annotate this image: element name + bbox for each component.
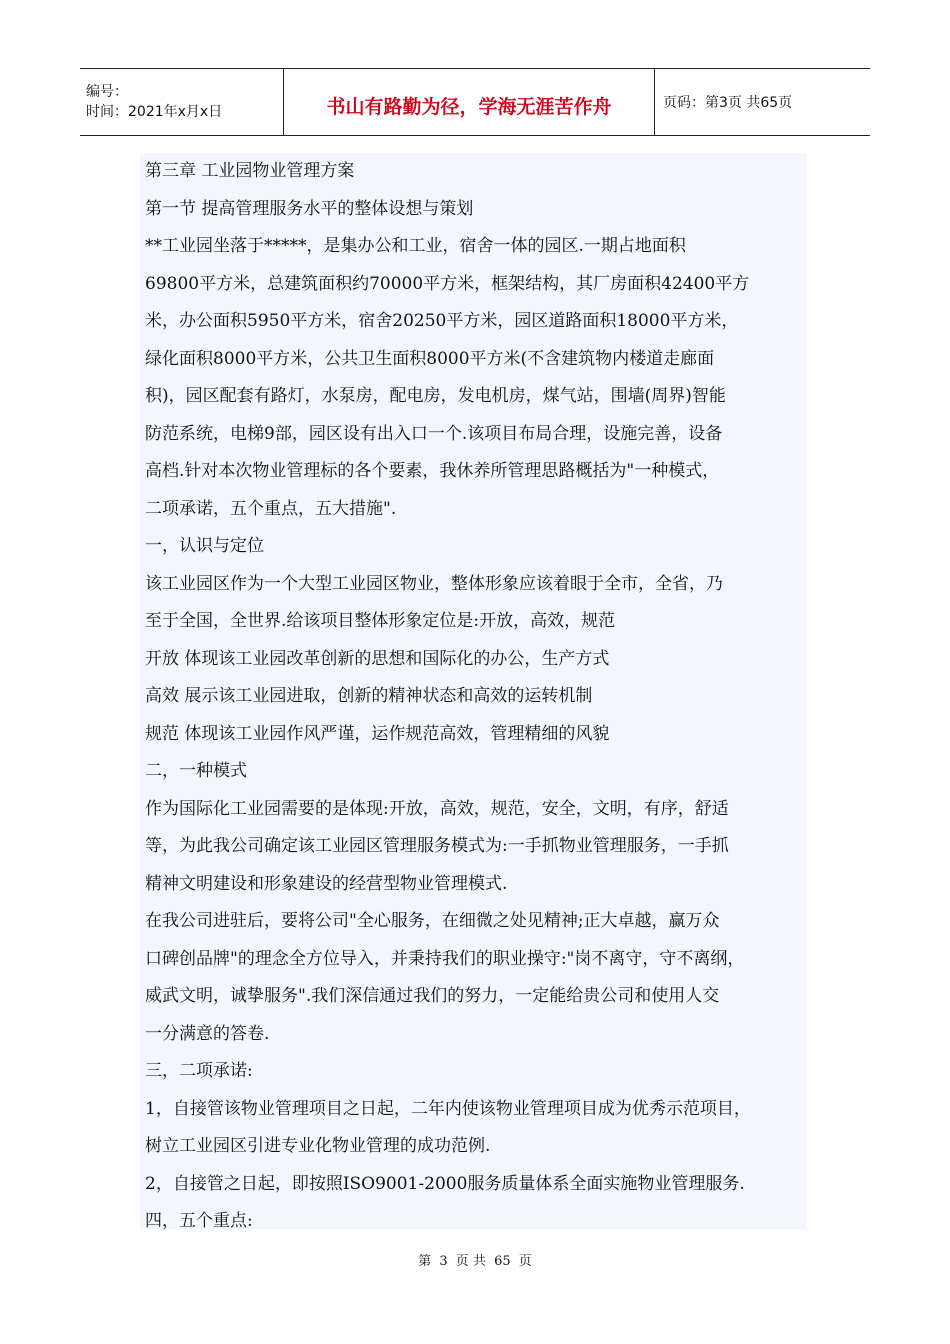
footer-prefix: 第 (418, 1254, 432, 1269)
header-meta (80, 69, 283, 135)
body-line: 开放 体现该工业园改革创新的思想和国际化的办公，生产方式 (145, 648, 610, 669)
subheading: 四，五个重点: (145, 1211, 253, 1231)
page-label: 页码：第3页 共65页 (663, 95, 793, 111)
body-line: 等，为此我公司确定该工业园区管理服务模式为:一手抓物业管理服务，一手抓 (145, 836, 729, 856)
subheading: 二，一种模式 (145, 761, 247, 781)
body-line: 高档.针对本次物业管理标的各个要素，我休养所管理思路概括为"一种模式， (145, 461, 720, 481)
subheading: 三，二项承诺: (145, 1061, 253, 1081)
body-line: 作为国际化工业园需要的是体现:开放，高效，规范，安全，文明，有序，舒适 (145, 798, 729, 819)
body-line: 2，自接管之日起，即按照ISO9001-2000服务质量体系全面实施物业管理服务. (145, 1173, 745, 1194)
page-footer (0, 1250, 950, 1269)
footer-mid: 页 共 (455, 1254, 486, 1269)
body-line: 精神文明建设和形象建设的经营型物业管理模式. (145, 873, 508, 894)
section-title: 第一节 提高管理服务水平的整体设想与策划 (145, 198, 474, 219)
body-line: 至于全国，全世界.给该项目整体形象定位是:开放，高效，规范 (145, 611, 616, 631)
subheading: 一，认识与定位 (145, 536, 264, 556)
header-page-cell (655, 69, 870, 135)
body-line: 二项承诺，五个重点，五大措施". (145, 498, 397, 519)
footer-total-pages: 65 (494, 1254, 511, 1269)
body-line: 在我公司进驻后，要将公司"全心服务，在细微之处见精神;正大卓越，赢万众 (145, 911, 720, 931)
body-line: 积)，园区配套有路灯，水泵房，配电房，发电机房，煤气站，围墙(周界)智能 (145, 386, 726, 406)
motto: 书山有路勤为径，学海无涯苦作舟 (326, 95, 612, 118)
footer-suffix: 页 (518, 1254, 532, 1269)
header-motto-cell (283, 69, 655, 135)
body-line: 1，自接管该物业管理项目之日起，二年内使该物业管理项目成为优秀示范项目， (145, 1098, 751, 1119)
body-line: 绿化面积8000平方米，公共卫生面积8000平方米(不含建筑物内楼道走廊面 (145, 348, 715, 369)
page-header (80, 68, 870, 136)
body-line: 威武文明，诚挚服务".我们深信通过我们的努力，一定能给贵公司和使用人交 (145, 986, 720, 1006)
body-line: 69800平方米，总建筑面积约70000平方米，框架结构，其厂房面积42400平方 (145, 273, 750, 294)
body-line: **工业园坐落于*****，是集办公和工业，宿舍一体的园区.一期占地面积 (145, 236, 686, 256)
body-line: 树立工业园区引进专业化物业管理的成功范例. (145, 1136, 491, 1156)
body-line: 高效 展示该工业园进取，创新的精神状态和高效的运转机制 (145, 686, 593, 706)
body-line: 该工业园区作为一个大型工业园区物业，整体形象应该着眼于全市，全省，乃 (145, 573, 723, 594)
body-line: 防范系统，电梯9部，园区设有出入口一个.该项目布局合理，设施完善，设备 (145, 423, 723, 444)
body-line: 规范 体现该工业园作风严谨，运作规范高效，管理精细的风貌 (145, 723, 610, 744)
chapter-title: 第三章 工业园物业管理方案 (145, 161, 355, 181)
body-line: 口碑创品牌"的理念全方位导入，并秉持我们的职业操守:"岗不离守，守不离纲， (145, 948, 745, 969)
body-line: 一分满意的答卷. (145, 1023, 270, 1044)
body-line: 米，办公面积5950平方米，宿舍20250平方米，园区道路面积18000平方米， (145, 311, 739, 331)
time-label: 时间：2021年x月x日 (86, 104, 223, 120)
footer-current-page: 3 (439, 1254, 448, 1269)
number-label: 编号： (86, 84, 128, 100)
document-body (140, 153, 806, 1229)
